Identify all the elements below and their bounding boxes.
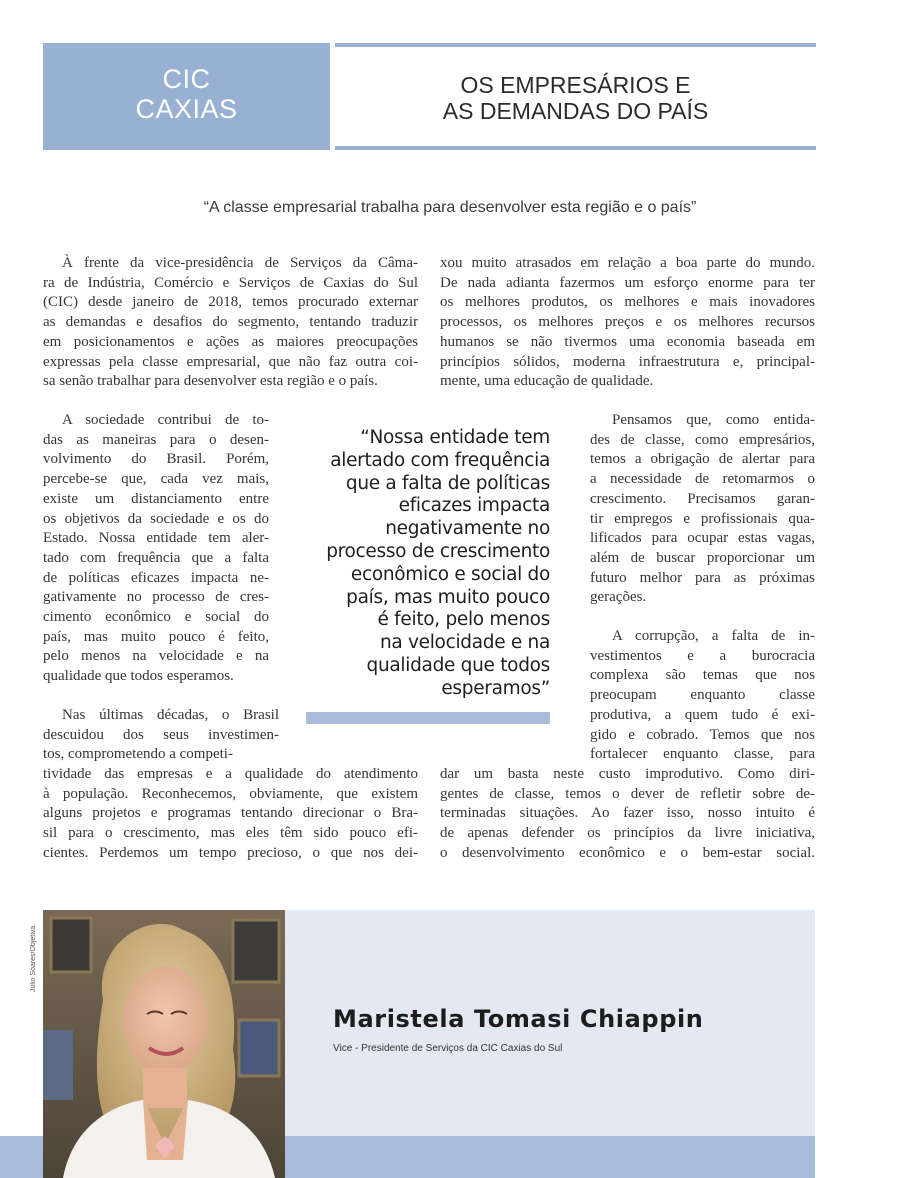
title-rule-bottom bbox=[335, 146, 816, 150]
text-line: as demandas e desafios do segmento, tentando traduzir bbox=[43, 314, 418, 331]
section-badge-text bbox=[43, 64, 330, 124]
pull-quote-line: é feito, pelo menos bbox=[377, 609, 550, 631]
paragraph-2 bbox=[43, 411, 269, 687]
author-role: Vice - Presidente de Serviços da CIC Caxias do Sul bbox=[333, 1043, 563, 1054]
text-line: de apenas defender os princípios da livre iniciativa, bbox=[440, 825, 815, 842]
text-line: À frente da vice-presidência de Serviços da Câma- bbox=[62, 255, 418, 271]
text-line: produtiva, a quem tudo é exi- bbox=[590, 706, 815, 723]
text-line: das as maneiras para o desen- bbox=[43, 431, 269, 448]
text-line: em posicionamentos e ações as maiores preocupações bbox=[43, 333, 418, 350]
text-line: terminadas situações. Ao fazer isso, nosso intuito é bbox=[440, 805, 815, 822]
text-line: à população. Reconhecemos, obviamente, que existem bbox=[43, 785, 418, 802]
title-line-2: AS DEMANDAS DO PAÍS bbox=[442, 98, 709, 124]
author-name: Maristela Tomasi Chiappin bbox=[333, 1005, 704, 1033]
text-line: volvimento do Brasil. Porém, bbox=[43, 451, 269, 468]
text-line: lificados para ocupar estas vagas, bbox=[590, 530, 815, 547]
paragraph-5 bbox=[590, 411, 815, 608]
author-photo bbox=[43, 910, 285, 1178]
text-line: mente, uma educação de qualidade. bbox=[440, 373, 654, 390]
paragraph-6-top bbox=[590, 627, 815, 765]
pull-quote-line: alertado com frequência bbox=[330, 449, 550, 471]
text-line: gerações. bbox=[590, 589, 647, 606]
text-line: De nada adianta fazermos um esforço enorme para ter bbox=[440, 274, 815, 291]
text-line: preocupam enquanto classe bbox=[590, 687, 815, 704]
title-rule-top bbox=[335, 43, 816, 47]
text-line: A corrupção, a falta de in- bbox=[612, 628, 815, 644]
paragraph-3-wide bbox=[43, 765, 418, 864]
text-line: vestimentos e a burocracia bbox=[590, 647, 815, 664]
text-line: tos, comprometendo a competi- bbox=[43, 746, 233, 763]
text-line: expressas pela classe empresarial, que não faz outra coi- bbox=[43, 353, 418, 370]
pull-quote-line: país, mas muito pouco bbox=[346, 586, 550, 608]
pull-quote-line: eficazes impacta bbox=[398, 495, 550, 517]
paragraph-3-top bbox=[43, 706, 279, 765]
paragraph-4 bbox=[440, 254, 815, 392]
text-line: pelo menos na velocidade e na bbox=[43, 648, 269, 665]
text-line: A sociedade contribui de to- bbox=[62, 412, 269, 428]
pull-quote-line: processo de crescimento bbox=[326, 540, 550, 562]
text-line: temos a obrigação de alertar para bbox=[590, 451, 815, 468]
badge-line-2: CAXIAS bbox=[135, 94, 238, 124]
text-line: complexa são temas que nos bbox=[590, 667, 815, 684]
pull-quote-line: “Nossa entidade tem bbox=[360, 427, 550, 448]
text-line: dar um basta neste custo improdutivo. Como diri- bbox=[440, 766, 815, 782]
text-line: ra de Indústria, Comércio e Serviços de Caxias do Sul bbox=[43, 274, 418, 291]
text-line: (CIC) desde janeiro de 2018, temos procurado externar bbox=[43, 294, 418, 311]
pull-quote-line: econômico e social do bbox=[350, 563, 550, 585]
text-line: os objetivos da sociedade e os do bbox=[43, 510, 269, 527]
text-line: cientes. Perdemos um tempo precioso, o que nos dei- bbox=[43, 844, 418, 861]
text-line: descuidou dos seus investimen- bbox=[43, 726, 279, 743]
photo-credit: Julio Soares/Objetiva bbox=[30, 925, 37, 992]
text-line: sil para o crescimento, mas eles têm sido pouco efi- bbox=[43, 825, 418, 842]
text-line: gativamente no processo de cres- bbox=[43, 589, 269, 606]
text-line: de políticas eficazes impacta ne- bbox=[43, 569, 269, 586]
text-line: tir empregos e profissionais qua- bbox=[590, 510, 815, 527]
text-line: des de classe, como empresários, bbox=[590, 431, 815, 448]
pull-quote-line: que a falta de políticas bbox=[345, 472, 550, 494]
text-line: sa senão trabalhar para desenvolver esta região e o país. bbox=[43, 373, 378, 390]
text-line: xou muito atrasados em relação a boa parte do mundo. bbox=[440, 255, 815, 271]
text-line: os melhores produtos, os melhores e mais inovadores bbox=[440, 294, 815, 311]
text-line: tividade das empresas e a qualidade do atendimento bbox=[43, 766, 418, 782]
paragraph-6-wide bbox=[440, 765, 815, 864]
text-line: Pensamos que, como entida- bbox=[612, 412, 815, 428]
text-line: processos, os melhores preços e os melhores recursos bbox=[440, 314, 815, 331]
text-line: percebe-se que, cada vez mais, bbox=[43, 471, 269, 488]
tagline: “A classe empresarial trabalha para desenvolver esta região e o país” bbox=[203, 199, 697, 216]
page-title bbox=[335, 72, 816, 124]
text-line: gentes de classe, temos o dever de refletir sobre de- bbox=[440, 785, 815, 802]
text-line: a necessidade de retomarmos o bbox=[590, 471, 815, 488]
badge-line-1: CIC bbox=[162, 64, 211, 94]
text-line: alguns projetos e programas tentando direcionar o Bra- bbox=[43, 805, 418, 822]
text-line: fortalecer enquanto classe, para bbox=[590, 746, 815, 763]
pull-quote bbox=[308, 427, 550, 701]
text-line: qualidade que todos esperamos. bbox=[43, 668, 234, 685]
text-line: cimento econômico e social do bbox=[43, 609, 269, 626]
pull-quote-bar bbox=[306, 712, 550, 724]
paragraph-1 bbox=[43, 254, 418, 392]
pull-quote-line: negativamente no bbox=[385, 518, 550, 540]
text-line: país, mas muito pouco é feito, bbox=[43, 628, 269, 645]
text-line: além de buscar proporcionar um bbox=[590, 549, 815, 566]
title-line-1: OS EMPRESÁRIOS E bbox=[460, 72, 691, 98]
text-line: humanos se não tivermos uma economia baseada em bbox=[440, 333, 815, 350]
text-line: futuro melhor para as próximas bbox=[590, 569, 815, 586]
text-line: Estado. Nossa entidade tem aler- bbox=[43, 530, 269, 547]
text-line: o desenvolvimento econômico e o bem-estar social. bbox=[440, 844, 815, 861]
text-line: princípios sólidos, moderna infraestrutura e, principal- bbox=[440, 353, 815, 370]
text-line: crescimento. Precisamos garan- bbox=[590, 490, 815, 507]
pull-quote-line: qualidade que todos bbox=[366, 654, 550, 676]
text-line: gido e cobrado. Temos que nos bbox=[590, 726, 815, 743]
text-line: tado com frequência que a falta bbox=[43, 549, 269, 566]
text-line: Nas últimas décadas, o Brasil bbox=[62, 707, 279, 723]
text-line: existe um distanciamento entre bbox=[43, 490, 269, 507]
pull-quote-line: na velocidade e na bbox=[379, 632, 550, 654]
pull-quote-line: esperamos” bbox=[441, 677, 550, 699]
